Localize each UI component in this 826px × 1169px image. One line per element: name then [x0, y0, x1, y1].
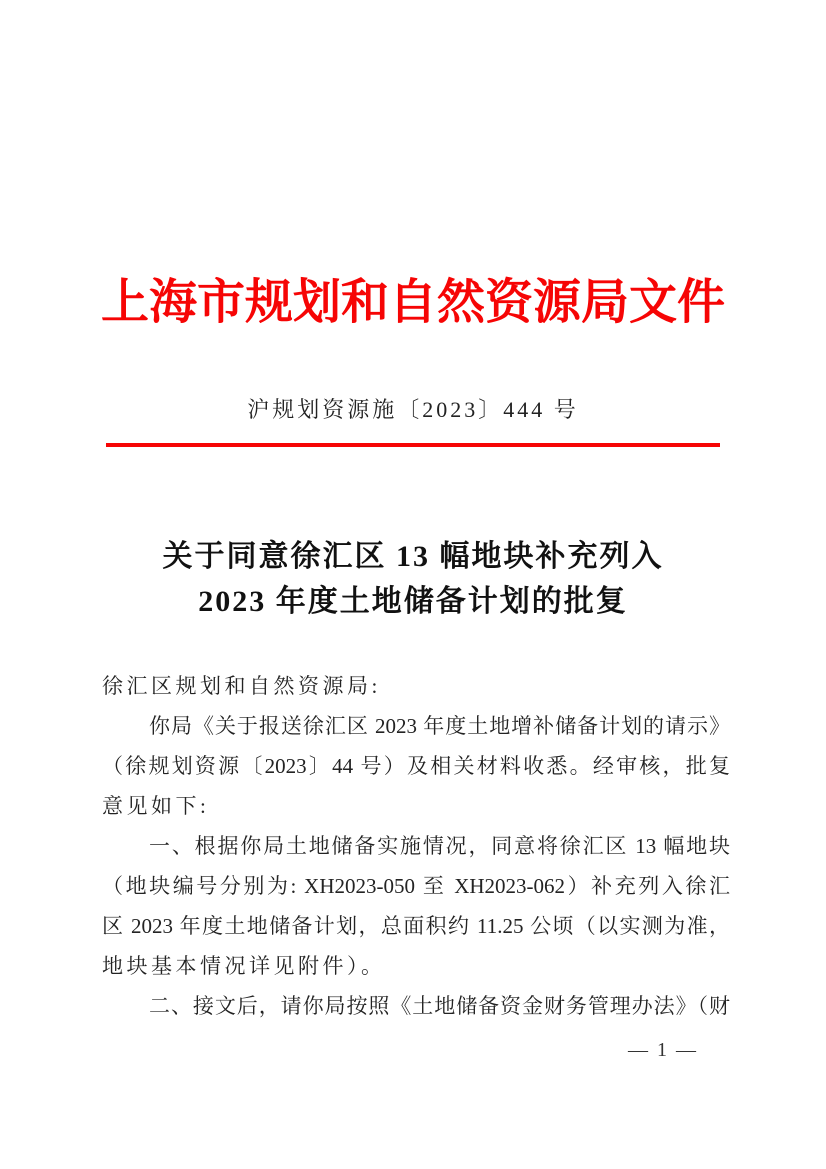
document-title: [0, 534, 826, 624]
body-line: 二、接文后，请你局按照《土地储备资金财务管理办法》（财: [149, 994, 730, 1018]
body-line: 意见如下:: [102, 794, 210, 818]
body-line: 区 2023 年度土地储备计划，总面积约 11.25 公顷（以实测为准，: [102, 914, 730, 938]
body-line: 一、根据你局土地储备实施情况，同意将徐汇区 13 幅地块: [149, 834, 730, 858]
body-line-salutation: 徐汇区规划和自然资源局:: [102, 674, 381, 698]
red-separator-line: [106, 443, 720, 447]
document-number: 沪规划资源施〔2023〕444 号: [247, 397, 579, 422]
body-line: （徐规划资源〔2023〕44 号）及相关材料收悉。经审核，批复: [102, 754, 730, 778]
body-line: 你局《关于报送徐汇区 2023 年度土地增补储备计划的请示》: [149, 714, 730, 738]
body-line: （地块编号分别为: XH2023-050 至 XH2023-062）补充列入徐汇: [102, 874, 730, 898]
document-body: [102, 666, 730, 1026]
letterhead-title: 上海市规划和自然资源局文件: [100, 276, 725, 329]
page-number: — 1 —: [628, 1039, 698, 1061]
body-line: 地块基本情况详见附件）。: [102, 954, 386, 978]
document-title-line-1: 关于同意徐汇区 13 幅地块补充列入: [162, 540, 664, 573]
document-title-line-2: 2023 年度土地储备计划的批复: [198, 585, 628, 618]
